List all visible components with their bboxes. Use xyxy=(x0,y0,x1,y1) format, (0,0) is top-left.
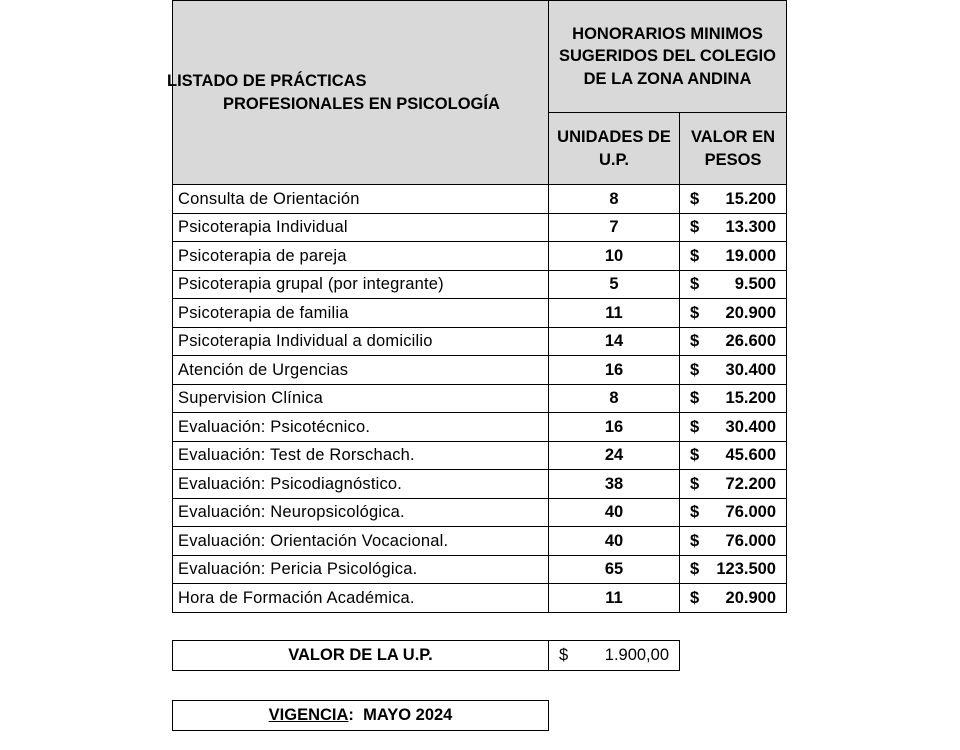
practice-units: 16 xyxy=(549,356,680,385)
practice-name: Hora de Formación Académica. xyxy=(173,584,549,613)
value-column-header: VALOR EN PESOS xyxy=(680,113,787,185)
value-amount: 13.300 xyxy=(725,218,776,236)
practice-units: 11 xyxy=(549,584,680,613)
practice-list-header-line1: LISTADO DE PRÁCTICAS xyxy=(167,72,367,91)
practice-name: Psicoterapia Individual a domicilio xyxy=(173,327,549,356)
currency-symbol: $ xyxy=(690,474,700,493)
currency-symbol: $ xyxy=(690,531,700,550)
practice-value xyxy=(680,441,787,470)
practice-units: 65 xyxy=(549,555,680,584)
practice-value xyxy=(680,470,787,499)
practice-value xyxy=(680,413,787,442)
value-amount: 45.600 xyxy=(725,446,776,464)
practice-value xyxy=(680,185,787,214)
practice-units: 7 xyxy=(549,213,680,242)
fee-sheet xyxy=(167,0,787,724)
table-row xyxy=(173,527,787,556)
practice-name: Psicoterapia grupal (por integrante) xyxy=(173,270,549,299)
currency-symbol: $ xyxy=(690,588,700,607)
practice-name: Evaluación: Psicotécnico. xyxy=(173,413,549,442)
up-currency-symbol: $ xyxy=(559,646,569,664)
practice-units: 24 xyxy=(549,441,680,470)
practice-name: Psicoterapia Individual xyxy=(173,213,549,242)
value-amount: 30.400 xyxy=(725,360,776,379)
colegio-header: HONORARIOS MINIMOS SUGERIDOS DEL COLEGIO DE LA ZONA ANDINA xyxy=(549,1,787,113)
practice-name: Supervision Clínica xyxy=(173,384,549,413)
up-value-amount: 1.900,00 xyxy=(604,646,669,664)
vigencia-row xyxy=(173,701,549,731)
fees-table xyxy=(167,0,787,613)
currency-symbol: $ xyxy=(690,189,700,208)
table-row xyxy=(173,584,787,613)
units-column-header: UNIDADES DE U.P. xyxy=(549,113,680,185)
value-amount: 76.000 xyxy=(725,503,776,521)
practice-name: Psicoterapia de pareja xyxy=(173,242,549,271)
vigencia-separator: : xyxy=(348,706,354,724)
table-row xyxy=(173,185,787,214)
currency-symbol: $ xyxy=(690,503,700,521)
up-value-table xyxy=(172,640,680,671)
practice-units: 5 xyxy=(549,270,680,299)
table-row xyxy=(173,356,787,385)
practice-units: 8 xyxy=(549,384,680,413)
practice-name: Evaluación: Neuropsicológica. xyxy=(173,498,549,527)
currency-symbol: $ xyxy=(690,560,700,578)
currency-symbol: $ xyxy=(690,446,700,464)
practice-units: 38 xyxy=(549,470,680,499)
practice-name: Evaluación: Psicodiagnóstico. xyxy=(173,470,549,499)
practice-list-header xyxy=(167,1,549,185)
practice-value xyxy=(680,584,787,613)
currency-symbol: $ xyxy=(690,303,700,322)
table-row xyxy=(173,470,787,499)
table-row xyxy=(173,555,787,584)
vigencia-value: MAYO 2024 xyxy=(363,706,453,724)
practice-units: 14 xyxy=(549,327,680,356)
practice-list-header-line2: PROFESIONALES EN PSICOLOGÍA xyxy=(223,94,500,113)
practice-value xyxy=(680,299,787,328)
value-amount: 9.500 xyxy=(734,275,776,293)
practice-value xyxy=(680,213,787,242)
vigencia-label: VIGENCIA xyxy=(268,706,349,724)
practice-units: 8 xyxy=(549,185,680,214)
currency-symbol: $ xyxy=(690,389,700,407)
table-row xyxy=(173,384,787,413)
table-row xyxy=(173,242,787,271)
value-amount: 123.500 xyxy=(716,560,776,578)
practice-value xyxy=(680,327,787,356)
practice-value xyxy=(680,527,787,556)
table-row xyxy=(173,299,787,328)
currency-symbol: $ xyxy=(690,360,700,379)
practice-name: Evaluación: Orientación Vocacional. xyxy=(173,527,549,556)
practice-name: Psicoterapia de familia xyxy=(173,299,549,328)
table-row xyxy=(173,213,787,242)
practice-value xyxy=(680,242,787,271)
currency-symbol: $ xyxy=(690,246,700,265)
practice-name: Evaluación: Pericia Psicológica. xyxy=(173,555,549,584)
value-amount: 30.400 xyxy=(725,417,776,436)
table-row xyxy=(173,441,787,470)
practice-name: Atención de Urgencias xyxy=(173,356,549,385)
table-row xyxy=(173,327,787,356)
up-value-label: VALOR DE LA U.P. xyxy=(173,641,549,671)
value-amount: 15.200 xyxy=(725,189,776,208)
practice-name: Evaluación: Test de Rorschach. xyxy=(173,441,549,470)
currency-symbol: $ xyxy=(690,275,700,293)
up-value-row xyxy=(173,641,680,671)
value-amount: 20.900 xyxy=(725,588,776,607)
practice-units: 40 xyxy=(549,527,680,556)
practice-value xyxy=(680,356,787,385)
practice-units: 16 xyxy=(549,413,680,442)
practice-units: 11 xyxy=(549,299,680,328)
practice-value xyxy=(680,384,787,413)
table-row xyxy=(173,498,787,527)
value-amount: 26.600 xyxy=(725,332,776,350)
currency-symbol: $ xyxy=(690,332,700,350)
header-row-top xyxy=(173,1,787,113)
practice-units: 40 xyxy=(549,498,680,527)
up-value-cell xyxy=(549,641,680,671)
table-row xyxy=(173,413,787,442)
value-amount: 19.000 xyxy=(725,246,776,265)
practice-name: Consulta de Orientación xyxy=(173,185,549,214)
value-amount: 72.200 xyxy=(725,474,776,493)
vigencia-cell xyxy=(173,701,549,731)
practice-value xyxy=(680,270,787,299)
value-amount: 20.900 xyxy=(725,303,776,322)
value-amount: 15.200 xyxy=(725,389,776,407)
value-amount: 76.000 xyxy=(725,531,776,550)
table-row xyxy=(173,270,787,299)
practice-value xyxy=(680,498,787,527)
practice-value xyxy=(680,555,787,584)
currency-symbol: $ xyxy=(690,218,700,236)
currency-symbol: $ xyxy=(690,417,700,436)
practice-units: 10 xyxy=(549,242,680,271)
vigencia-table xyxy=(172,700,549,731)
